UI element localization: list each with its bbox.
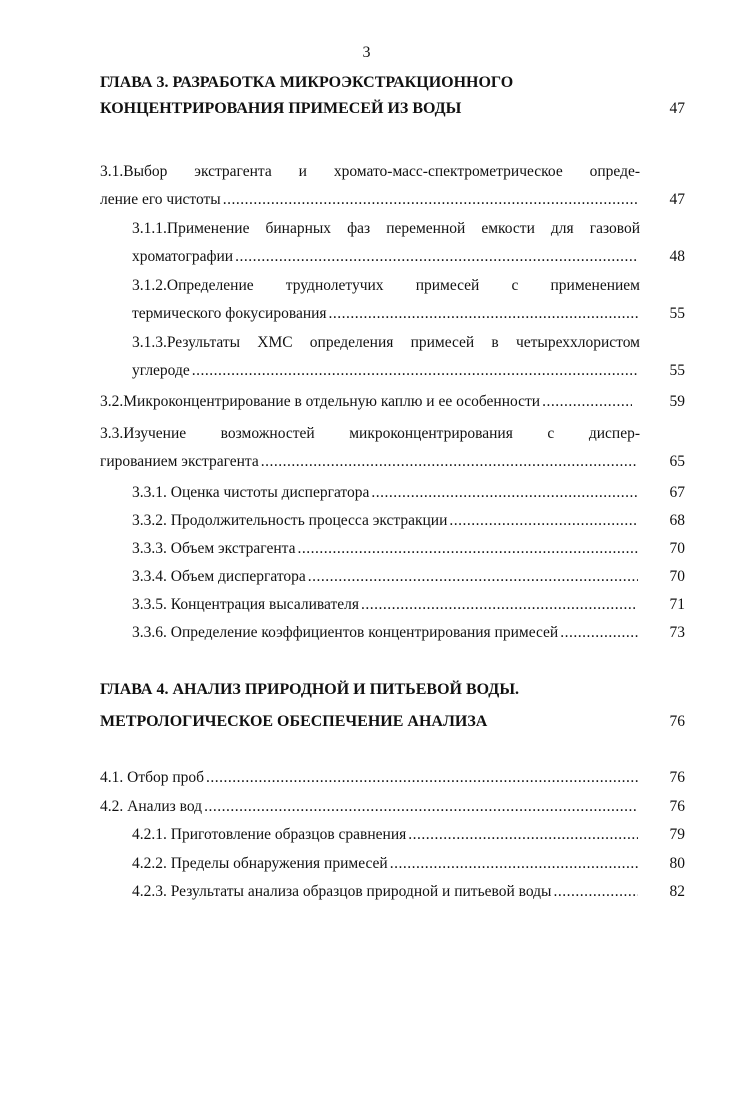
toc-entry-text: 3.3.6. Определение коэффициентов концентрирования примесей bbox=[132, 624, 559, 641]
toc-entry bbox=[132, 619, 640, 647]
dot-leader bbox=[206, 764, 638, 792]
toc-entry-text: 4.2.1. Приготовление образцов сравнения bbox=[132, 826, 407, 843]
toc-page-number: 55 bbox=[669, 305, 685, 322]
chapter-title-text: МЕТРОЛОГИЧЕСКОЕ ОБЕСПЕЧЕНИЕ АНАЛИЗА bbox=[100, 713, 488, 730]
toc-entry bbox=[132, 591, 637, 619]
toc-entry-text: углероде bbox=[132, 362, 190, 379]
toc-entry bbox=[132, 479, 640, 507]
dot-leader bbox=[408, 821, 638, 849]
dot-leader bbox=[542, 388, 632, 416]
toc-entry-text: 4.1. Отбор проб bbox=[100, 769, 205, 786]
dot-leader bbox=[361, 591, 635, 619]
toc-page-number: 47 bbox=[669, 191, 685, 208]
toc-entry-text: 4.2.3. Результаты анализа образцов природной и питьевой воды bbox=[132, 883, 552, 900]
toc-page-number: 48 bbox=[669, 248, 685, 265]
toc-entry-text: 3.3.2. Продолжительность процесса экстракции bbox=[132, 512, 448, 529]
dot-leader bbox=[371, 479, 638, 507]
toc-page-number: 65 bbox=[669, 453, 685, 470]
toc-entry-text: хроматографии bbox=[132, 248, 234, 265]
toc-entry bbox=[132, 850, 640, 878]
chapter-page-number: 76 bbox=[669, 713, 685, 730]
toc-entry-text: 3.3.1. Оценка чистоты диспергатора bbox=[132, 484, 370, 501]
chapter-page-number: 47 bbox=[669, 100, 685, 117]
dot-leader bbox=[390, 850, 638, 878]
toc-page-number: 73 bbox=[669, 624, 685, 641]
dot-leader bbox=[560, 619, 638, 647]
toc-entry-text: 3.3.5. Концентрация высаливателя bbox=[132, 596, 359, 613]
toc-page-number: 59 bbox=[669, 393, 685, 410]
toc-entry-text: термического фокусирования bbox=[132, 305, 327, 322]
toc-entry-text: 3.1.Выбор экстрагента и хромато-масс-спектрометрическое опреде- bbox=[100, 163, 640, 180]
toc-entry-text: 4.2. Анализ вод bbox=[100, 798, 203, 815]
dot-leader bbox=[192, 357, 638, 385]
toc-entry bbox=[132, 329, 640, 385]
toc-page-number: 80 bbox=[669, 855, 685, 872]
toc-page-number: 71 bbox=[669, 596, 685, 613]
dot-leader bbox=[449, 507, 638, 535]
chapter-title-line: ГЛАВА 4. АНАЛИЗ ПРИРОДНОЙ И ПИТЬЕВОЙ ВОДЫ. bbox=[100, 681, 520, 698]
toc-page-number: 68 bbox=[669, 512, 685, 529]
dot-leader bbox=[553, 878, 638, 906]
toc-entry-text: 3.1.2.Определение труднолетучих примесей с применением bbox=[132, 277, 640, 294]
dot-leader bbox=[308, 563, 638, 591]
toc-entry-text: 3.3.4. Объем диспергатора bbox=[132, 568, 306, 585]
toc-entry bbox=[100, 388, 634, 416]
toc-entry bbox=[132, 535, 640, 563]
toc-entry bbox=[100, 764, 640, 792]
toc-entry-text: 4.2.2. Пределы обнаружения примесей bbox=[132, 855, 388, 872]
toc-page-number: 76 bbox=[669, 798, 685, 815]
toc-page-number: 70 bbox=[669, 540, 685, 557]
dot-leader bbox=[235, 243, 638, 271]
toc-entry bbox=[132, 215, 640, 271]
page-number: 3 bbox=[362, 44, 371, 61]
chapter-title-line bbox=[100, 709, 685, 735]
toc-entry bbox=[132, 272, 640, 328]
dot-leader bbox=[297, 535, 638, 563]
chapter-3-heading bbox=[100, 70, 685, 122]
toc-page-number: 79 bbox=[669, 826, 685, 843]
toc-page-number: 76 bbox=[669, 769, 685, 786]
toc-entry bbox=[132, 878, 640, 906]
chapter-4-heading bbox=[100, 677, 685, 735]
toc-entry-text: гированием экстрагента bbox=[100, 453, 259, 470]
toc-entry-text: 3.1.3.Результаты ХМС определения примесей в четыреххлористом bbox=[132, 334, 640, 351]
chapter-title-text: КОНЦЕНТРИРОВАНИЯ ПРИМЕСЕЙ ИЗ ВОДЫ bbox=[100, 100, 462, 117]
toc-entry bbox=[132, 563, 640, 591]
dot-leader bbox=[329, 300, 638, 328]
toc-page-number: 70 bbox=[669, 568, 685, 585]
toc-entry bbox=[132, 507, 640, 535]
dot-leader bbox=[261, 448, 638, 476]
toc-entry bbox=[100, 793, 640, 821]
toc-entry-text: 3.1.1.Применение бинарных фаз переменной емкости для газовой bbox=[132, 220, 640, 237]
toc-entry-text: 3.3.Изучение возможностей микроконцентрирования с диспер- bbox=[100, 425, 640, 442]
toc-entry-text: 3.3.3. Объем экстрагента bbox=[132, 540, 296, 557]
toc-page-number: 82 bbox=[669, 883, 685, 900]
toc-entry bbox=[100, 158, 640, 214]
chapter-title-line bbox=[100, 96, 685, 122]
toc-page-number: 55 bbox=[669, 362, 685, 379]
dot-leader bbox=[204, 793, 638, 821]
toc-entry-text: 3.2.Микроконцентрирование в отдельную каплю и ее особенности bbox=[100, 393, 541, 410]
dot-leader bbox=[223, 186, 638, 214]
toc-entry-text: ление его чистоты bbox=[100, 191, 221, 208]
toc-entry bbox=[132, 821, 640, 849]
toc-entry bbox=[100, 420, 640, 476]
chapter-title-line: ГЛАВА 3. РАЗРАБОТКА МИКРОЭКСТРАКЦИОННОГО bbox=[100, 74, 514, 91]
toc-page-number: 67 bbox=[669, 484, 685, 501]
